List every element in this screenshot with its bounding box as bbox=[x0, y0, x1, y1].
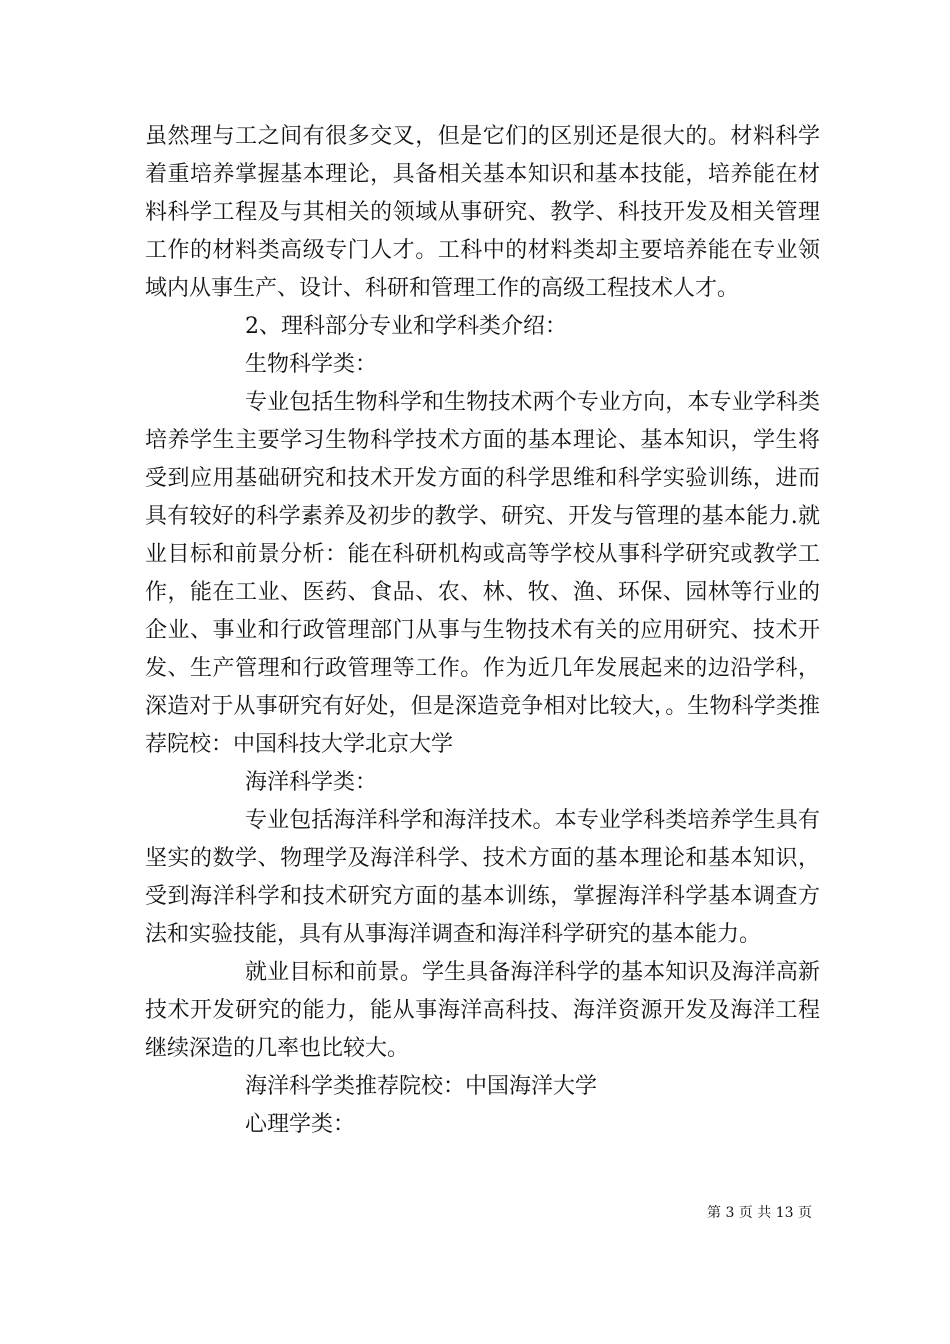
page-number-footer: 第 3 页 共 13 页 bbox=[707, 1205, 812, 1221]
section-heading-science-majors: 2、理科部分专业和学科类介绍： bbox=[245, 314, 567, 339]
document-body bbox=[145, 118, 820, 1144]
paragraph-ocean-schools: 海洋科学类推荐院校：中国海洋大学 bbox=[245, 1074, 598, 1099]
paragraph-ocean-employment: 就业目标和前景。学生具备海洋科学的基本知识及海洋高新技术开发研究的能力，能从事海洋高科技、海洋资源开发及海洋工程继续深造的几率也比较大。 bbox=[145, 960, 820, 1061]
subheading-psychology: 心理学类： bbox=[245, 1112, 356, 1137]
paragraph-biology: 专业包括生物科学和生物技术两个专业方向，本专业学科类培养学生主要学习生物科学技术方面的基本理论、基本知识，学生将受到应用基础研究和技术开发方面的科学思维和科学实验训练，进而具有较好的科学素养及初步的教学、研究、开发与管理的基本能力.就业目标和前景分析：能在科研机构或高等学校从事科学研究或教学工作，能在工业、医药、食品、农、林、牧、渔、环保、园林等行业的企业、事业和行政管理部门从事与生物技术有关的应用研究、技术开发、生产管理和行政管理等工作。作为近几年发展起来的边沿学科，深造对于从事研究有好处，但是深造竞争相对比较大，。生物科学类推荐院校：中国科技大学北京大学 bbox=[145, 390, 820, 757]
paragraph-ocean-science: 专业包括海洋科学和海洋技术。本专业学科类培养学生具有坚实的数学、物理学及海洋科学、技术方面的基本理论和基本知识，受到海洋科学和技术研究方面的基本训练，掌握海洋科学基本调查方法和实验技能，具有从事海洋调查和海洋科学研究的基本能力。 bbox=[145, 808, 820, 947]
paragraph-materials-science: 虽然理与工之间有很多交叉，但是它们的区别还是很大的。材料科学着重培养掌握基本理论，具备相关基本知识和基本技能，培养能在材料科学工程及与其相关的领域从事研究、教学、科技开发及相关管理工作的材料类高级专门人才。工科中的材料类却主要培养能在专业领域内从事生产、设计、科研和管理工作的高级工程技术人才。 bbox=[145, 124, 820, 301]
subheading-biology: 生物科学类： bbox=[245, 352, 378, 377]
subheading-ocean-science: 海洋科学类： bbox=[245, 770, 378, 795]
